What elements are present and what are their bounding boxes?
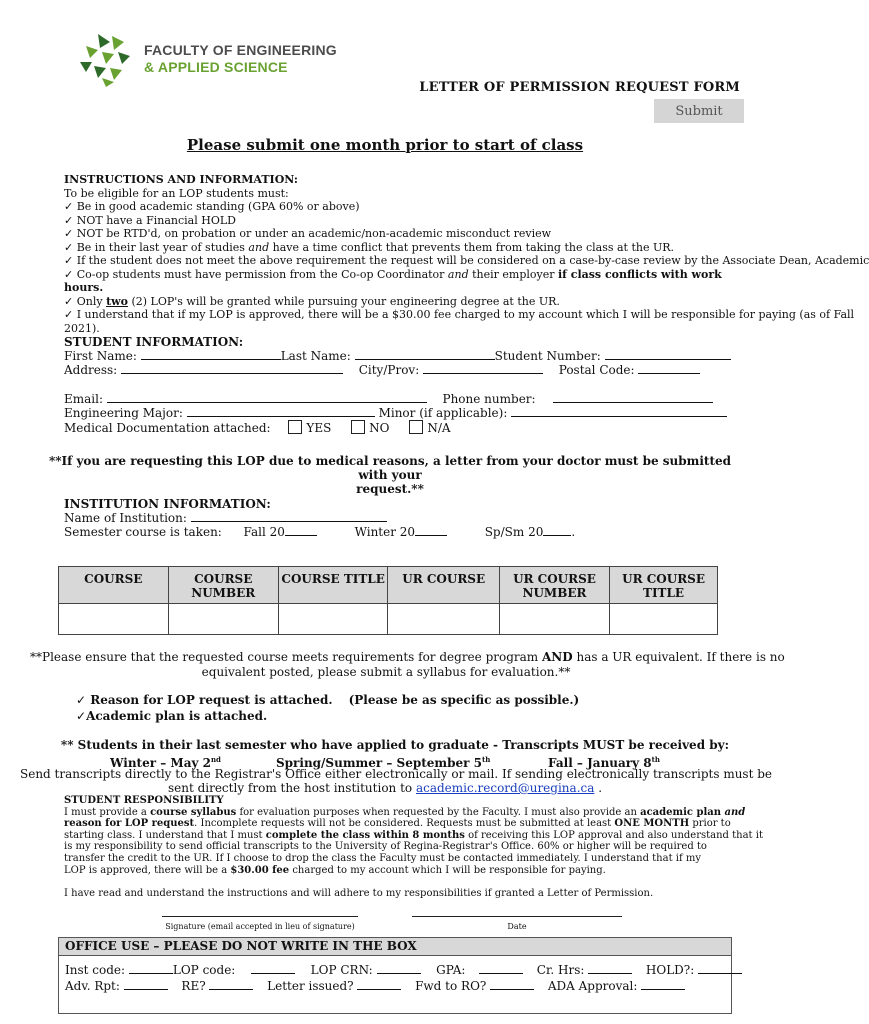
grad-heading: ** Students in their last semester who have applied to graduate - Transcripts MUST be received by: (60, 738, 730, 752)
instructions-heading: INSTRUCTIONS AND INFORMATION: (64, 173, 298, 186)
letter-issued-field[interactable] (357, 979, 401, 990)
table-header-row (59, 567, 718, 604)
col-course: COURSE (59, 567, 169, 604)
fall-year-field[interactable] (285, 525, 317, 536)
institution-section: INSTITUTION INFORMATION: Name of Institution: Semester course is taken: Fall 20 Winter 20 Sp/Sm 20 . (64, 497, 754, 539)
course-table (58, 566, 718, 635)
inst-code-label: Inst code: (65, 963, 126, 977)
logo-line2: & APPLIED SCIENCE (144, 59, 288, 75)
minor-field[interactable] (511, 406, 727, 417)
na-checkbox[interactable] (409, 420, 423, 434)
student-number-label: Student Number: (494, 349, 601, 363)
check-icon: ✓ (64, 213, 74, 227)
cr-hrs-field[interactable] (588, 963, 632, 974)
list-item: ✓ Co-op students must have permission from the Co-op Coordinator and their employer if class conflicts with work hours. (64, 267, 722, 294)
hold-label: HOLD?: (645, 963, 695, 977)
transcript-note: Send transcripts directly to the Registrar's Office either electronically or mail. If sending electronically transcripts must be sent directly from the host institution to academic.record@uregina.ca . (20, 767, 773, 795)
plan-attached: Academic plan is attached. (86, 709, 268, 723)
city-label: City/Prov: (358, 363, 420, 377)
phone-label: Phone number: (442, 392, 536, 406)
date-label: Date (507, 922, 527, 931)
check-icon: ✓ (76, 709, 87, 723)
medical-label: Medical Documentation attached: (64, 421, 271, 435)
eng-major-field[interactable] (187, 406, 375, 417)
list-item-cont: 2021). (64, 321, 100, 335)
responsibility-heading: STUDENT RESPONSIBILITY (64, 795, 224, 806)
grad-winter: Winter – May 2nd (110, 755, 221, 770)
check-icon: ✓ (64, 267, 74, 281)
check-icon: ✓ (64, 200, 74, 213)
faculty-logo (80, 32, 340, 87)
cr-hrs-label: Cr. Hrs: (536, 963, 585, 977)
first-name-label: First Name: (64, 349, 137, 363)
lop-crn-field[interactable] (377, 963, 421, 974)
first-name-field[interactable] (141, 349, 281, 360)
medical-note: **If you are requesting this LOP due to medical reasons, a letter from your doctor must be submitted with your request.** (48, 454, 732, 496)
list-item: ✓ I understand that if my LOP is approved, there will be a $30.00 fee charged to my account which I will be responsible for paying (as of Fall (64, 308, 855, 321)
course-cell[interactable] (59, 604, 169, 635)
page-headline: Please submit one month prior to start of class (186, 136, 584, 154)
list-item: ✓ If the student does not meet the above requirement the request will be considered on a case-by-case review by the Associate Dean, Academic (64, 254, 869, 267)
last-name-label: Last Name: (280, 349, 351, 363)
form-title: LETTER OF PERMISSION REQUEST FORM (419, 80, 740, 95)
spsm-label: Sp/Sm 20 (484, 525, 544, 539)
postal-field[interactable] (638, 363, 700, 374)
winter-label: Winter 20 (354, 525, 416, 539)
email-label: Email: (64, 392, 104, 406)
adv-rpt-field[interactable] (124, 979, 168, 990)
institution-heading: INSTITUTION INFORMATION: (64, 497, 271, 511)
ada-field[interactable] (641, 979, 685, 990)
course-number-cell[interactable] (168, 604, 278, 635)
submit-button[interactable]: Submit (654, 99, 744, 123)
no-checkbox[interactable] (351, 420, 365, 434)
check-icon: ✓ (64, 240, 74, 254)
check-icon: ✓ (64, 308, 74, 321)
fall-label: Fall 20 (243, 525, 285, 539)
re-field[interactable] (209, 979, 253, 990)
fwd-ro-label: Fwd to RO? (415, 979, 487, 993)
ur-course-cell[interactable] (388, 604, 499, 635)
institution-name-field[interactable] (191, 511, 387, 522)
list-item: ✓ NOT be RTD'd, on probation or under an academic/non-academic misconduct review (64, 227, 552, 240)
hold-field[interactable] (698, 963, 742, 974)
reason-attached: Reason for LOP request is attached. (90, 693, 333, 707)
grad-spring: Spring/Summer – September 5th (276, 755, 491, 770)
office-use-box (58, 937, 732, 1014)
instructions-intro: To be eligible for an LOP students must: (64, 186, 289, 200)
table-row (59, 604, 718, 635)
student-info-heading: STUDENT INFORMATION: (64, 335, 244, 349)
lop-crn-label: LOP CRN: (310, 963, 373, 977)
agreement-text: I have read and understand the instructions and will adhere to my responsibilities if granted a Letter of Permission. (64, 888, 654, 899)
attachments (76, 692, 579, 724)
col-ur-course-number: UR COURSE NUMBER (499, 567, 609, 604)
col-course-title: COURSE TITLE (278, 567, 388, 604)
yes-label: YES (306, 421, 332, 435)
check-icon: ✓ (76, 693, 87, 707)
ur-course-title-cell[interactable] (610, 604, 718, 635)
student-info-section (64, 335, 754, 435)
signature-line[interactable] (162, 916, 358, 917)
spsm-year-field[interactable] (543, 525, 571, 536)
list-item: ✓ Only two (2) LOP's will be granted while pursuing your engineering degree at the UR. (64, 294, 560, 308)
re-label: RE? (181, 979, 206, 993)
instructions-section (64, 173, 869, 335)
col-course-number: COURSE NUMBER (168, 567, 278, 604)
logo-mark-icon (80, 32, 136, 87)
letter-issued-label: Letter issued? (267, 979, 354, 993)
eng-major-label: Engineering Major: (64, 406, 183, 420)
address-field[interactable] (121, 363, 343, 374)
ur-course-number-cell[interactable] (499, 604, 609, 635)
syllabus-note: **Please ensure that the requested course meets requirements for degree program AND has a UR equivalent. If there is no equivalent posted, please submit a syllabus for evaluation.** (30, 650, 785, 679)
winter-year-field[interactable] (415, 525, 447, 536)
city-field[interactable] (423, 363, 543, 374)
gpa-field[interactable] (479, 963, 523, 974)
signature-label: Signature (email accepted in lieu of signature) (165, 922, 355, 931)
gpa-label: GPA: (436, 963, 466, 977)
col-ur-course-title: UR COURSE TITLE (610, 567, 718, 604)
reason-note: (Please be as specific as possible.) (348, 693, 580, 707)
date-line[interactable] (412, 916, 622, 917)
office-use-heading: OFFICE USE – PLEASE DO NOT WRITE IN THE BOX (59, 938, 731, 956)
check-icon: ✓ (64, 227, 74, 240)
registrar-email-link[interactable]: academic.record@uregina.ca (415, 781, 595, 795)
list-item: ✓ Be in their last year of studies and have a time conflict that prevents them from taking the class at the UR. (64, 240, 675, 254)
minor-label: Minor (if applicable): (378, 406, 508, 420)
yes-checkbox[interactable] (288, 420, 302, 434)
course-title-cell[interactable] (278, 604, 388, 635)
adv-rpt-label: Adv. Rpt: (65, 979, 120, 993)
fwd-ro-field[interactable] (490, 979, 534, 990)
institution-name-label: Name of Institution: (64, 511, 187, 525)
list-item: ✓ NOT have a Financial HOLD (64, 213, 236, 227)
check-icon: ✓ (64, 254, 74, 267)
no-label: NO (369, 421, 390, 435)
list-item: ✓ Be in good academic standing (GPA 60% or above) (64, 200, 360, 213)
grad-fall: Fall – January 8th (548, 755, 660, 770)
responsibility-section: STUDENT RESPONSIBILITY I must provide a course syllabus for evaluation purposes when requested by the Faculty. I must also provide an academic plan and reason for LOP request. Incomplete requests will not be considered. Requests must be submitted at least ONE MONTH prior to starting class. I understand that I must complete the class within 8 months of receiving this LOP approval and also understand that it is my responsibility to send official transcripts to the University of Regina-Registrar's Office. 60% or higher will be required to transfer the credit to the UR. If I choose to drop the class the Faculty must be contacted immediately. I understand that if my LOP is approved, there will be a $30.00 fee charged to my account which I will be responsible for paying. (64, 795, 763, 876)
semester-label: Semester course is taken: (64, 525, 222, 539)
lop-code-field[interactable] (251, 963, 295, 974)
logo-line1: FACULTY OF ENGINEERING (144, 42, 337, 58)
col-ur-course: UR COURSE (388, 567, 499, 604)
ada-label: ADA Approval: (547, 979, 638, 993)
phone-field[interactable] (553, 392, 713, 403)
na-label: N/A (427, 421, 451, 435)
check-icon: ✓ (64, 294, 74, 308)
postal-label: Postal Code: (558, 363, 635, 377)
last-name-field[interactable] (355, 349, 495, 360)
lop-code-label: LOP code: (172, 963, 236, 977)
student-number-field[interactable] (605, 349, 731, 360)
address-label: Address: (64, 363, 118, 377)
email-field[interactable] (107, 392, 427, 403)
inst-code-field[interactable] (129, 963, 173, 974)
